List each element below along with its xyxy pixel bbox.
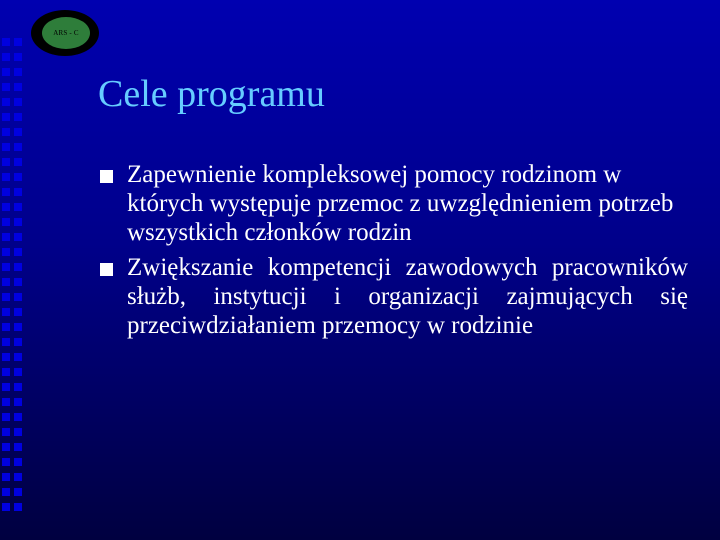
side-square — [14, 113, 22, 121]
side-square — [2, 338, 10, 346]
side-square-row — [2, 38, 26, 46]
side-square — [14, 413, 22, 421]
side-square — [14, 173, 22, 181]
square-bullet-icon — [100, 263, 113, 276]
side-square-row — [2, 473, 26, 481]
side-square — [2, 368, 10, 376]
side-square — [14, 428, 22, 436]
side-square-row — [2, 353, 26, 361]
side-square-row — [2, 428, 26, 436]
side-square-row — [2, 503, 26, 511]
side-square-row — [2, 143, 26, 151]
side-square — [14, 218, 22, 226]
logo-text: ARS - C — [53, 29, 79, 37]
side-square — [14, 68, 22, 76]
side-square — [14, 248, 22, 256]
side-square — [14, 83, 22, 91]
side-square-row — [2, 203, 26, 211]
side-square-row — [2, 263, 26, 271]
side-square — [2, 458, 10, 466]
side-square — [14, 458, 22, 466]
side-square — [14, 98, 22, 106]
side-square — [14, 293, 22, 301]
side-square-row — [2, 218, 26, 226]
side-square — [14, 158, 22, 166]
side-square — [2, 143, 10, 151]
side-square-row — [2, 248, 26, 256]
side-square — [2, 278, 10, 286]
side-square-row — [2, 338, 26, 346]
side-square-row — [2, 53, 26, 61]
side-decoration — [2, 38, 26, 538]
side-square — [14, 338, 22, 346]
side-square-row — [2, 278, 26, 286]
side-square — [14, 488, 22, 496]
side-square-row — [2, 293, 26, 301]
side-square — [2, 263, 10, 271]
side-square — [2, 233, 10, 241]
side-square — [2, 323, 10, 331]
side-square-row — [2, 383, 26, 391]
side-square — [2, 53, 10, 61]
side-square — [2, 428, 10, 436]
side-square — [14, 53, 22, 61]
side-square — [14, 203, 22, 211]
side-square — [14, 368, 22, 376]
side-square-row — [2, 128, 26, 136]
side-square — [2, 383, 10, 391]
bullet-item — [98, 253, 688, 340]
logo — [32, 11, 98, 55]
side-square — [14, 233, 22, 241]
side-square-row — [2, 83, 26, 91]
side-square — [14, 278, 22, 286]
side-square — [2, 173, 10, 181]
side-square-row — [2, 233, 26, 241]
side-square-row — [2, 173, 26, 181]
logo-emblem — [42, 17, 90, 49]
side-square — [2, 308, 10, 316]
side-square — [2, 293, 10, 301]
side-square — [2, 203, 10, 211]
side-square — [2, 188, 10, 196]
side-square — [2, 128, 10, 136]
side-square — [14, 353, 22, 361]
side-square-row — [2, 323, 26, 331]
side-square — [14, 473, 22, 481]
side-square — [2, 473, 10, 481]
side-square — [14, 38, 22, 46]
side-square — [2, 353, 10, 361]
side-square — [2, 113, 10, 121]
side-square — [2, 218, 10, 226]
side-square — [2, 68, 10, 76]
bullet-item — [98, 160, 688, 247]
bullet-text: Zapewnienie kompleksowej pomocy rodzinom w których występuje przemoc z uwzględnieniem potrzeb wszystkich członków rodzin — [127, 161, 674, 246]
side-square-row — [2, 68, 26, 76]
side-square — [2, 83, 10, 91]
side-square — [14, 188, 22, 196]
side-square-row — [2, 413, 26, 421]
side-square-row — [2, 488, 26, 496]
bullet-text: Zwiększanie kompetencji zawodowych pracowników służb, instytucji i organizacji zajmujących się przeciwdziałaniem przemocy w rodzinie — [127, 254, 688, 339]
side-square — [14, 443, 22, 451]
side-square — [14, 383, 22, 391]
side-square — [14, 308, 22, 316]
side-square — [2, 248, 10, 256]
side-square — [14, 323, 22, 331]
side-square — [2, 98, 10, 106]
side-square-row — [2, 188, 26, 196]
bullet-list — [98, 160, 688, 346]
side-square-row — [2, 368, 26, 376]
side-square — [14, 128, 22, 136]
side-square — [2, 488, 10, 496]
side-square — [2, 413, 10, 421]
side-square — [14, 398, 22, 406]
side-square-row — [2, 158, 26, 166]
side-square-row — [2, 458, 26, 466]
side-square-row — [2, 443, 26, 451]
side-square — [2, 158, 10, 166]
side-square — [2, 38, 10, 46]
side-square — [2, 443, 10, 451]
side-square-row — [2, 113, 26, 121]
side-square-row — [2, 98, 26, 106]
side-square-row — [2, 398, 26, 406]
side-square — [14, 263, 22, 271]
side-square — [14, 143, 22, 151]
slide-title: Cele programu — [98, 73, 325, 115]
side-square — [14, 503, 22, 511]
side-square-row — [2, 308, 26, 316]
square-bullet-icon — [100, 170, 113, 183]
side-square — [2, 398, 10, 406]
side-square — [2, 503, 10, 511]
